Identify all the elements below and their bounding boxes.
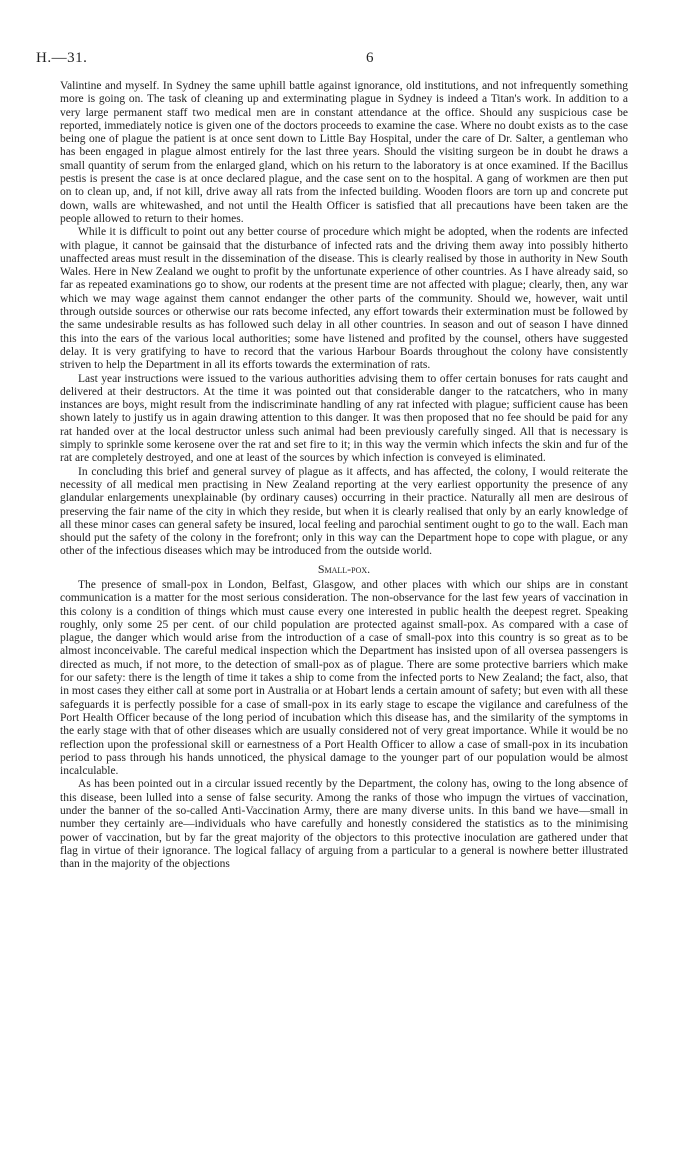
paragraph-anti-vaccination: As has been pointed out in a circular issued recently by the Department, the colony has, owing to the long absence of this disease, been lulled into a sense of false security. Among the ranks of those who impugn the virtues of vaccination, under the banner of the so-called Anti-Vaccination Army, there are many diverse units. In this band we have—small in number they certainly are—individuals who have carefully and honestly considered the statistics as to the minimising power of vaccination, but by far the great majority of the objectors to this protective inoculation are gathered under that flag in virtue of their ignorance. The logical fallacy of arguing from a particular to a general is nowhere better illustrated than in the majority of the objections bbox=[60, 778, 628, 871]
page-header bbox=[36, 50, 666, 70]
paragraph-rat-bonuses: Last year instructions were issued to the various authorities advising them to offer certain bonuses for rats caught and delivered at their destructors. At the time it was pointed out that considerable danger to the ratcatchers, who in many instances are boys, might result from the indiscriminate handling of any rat infected with plague; sufficient cause has been shown lately to justify us in again drawing attention to this danger. It was then proposed that no fee should be paid for any rat handed over at the local destructor unless such animal had been previously carefully singed. All that is necessary is simply to sprinkle some kerosene over the rat and set fire to it; in this way the vermin which infects the skin and fur of the rat are completely destroyed, and one at least of the sources by which infection is conveyed is eliminated. bbox=[60, 372, 628, 465]
paragraph-plague-conclusion: In concluding this brief and general survey of plague as it affects, and has affected, the colony, I would reiterate the necessity of all medical men practising in New Zealand reporting at the very earliest opportunity the presence of any glandular enlargements unexplainable (by ordinary causes) occurring in their practice. Naturally all men are desirous of preserving the fair name of the city in which they reside, but when it is clearly realised that only by an early knowledge of all these minor cases can general safety be insured, local feeling and parochial sentiment ought to go to the wall. Each man should put the safety of the colony in the forefront; only in this way can the Department hope to cope with plague, or any other of the infectious diseases which may be introduced from the outside world. bbox=[60, 465, 628, 558]
paragraph-plague-sydney: Valintine and myself. In Sydney the same uphill battle against ignorance, old institutions, and not infrequently something more is going on. The task of cleaning up and exterminating plague in Sydney is indeed a Titan's work. In addition to a very large permanent staff two medical men are in constant attendance at the office. Should any suspicious case be reported, immediately notice is given one of the doctors proceeds to examine the case. Where no doubt exists as to the case being one of plague the patient is at once sent down to Little Bay Hospital, under the care of Dr. Salter, a gentleman who has been engaged in plague almost entirely for the last three years. Should the visiting surgeon be in doubt he draws a small quantity of serum from the enlarged gland, which on his return to the laboratory is at once examined. If the Bacillus pestis is present the case is at once declared plague, and the case sent on to the hospital. A gang of workmen are then put on to clean up, and, if not kill, drive away all rats from the infected building. Wooden floors are torn up and concrete put down, walls are whitewashed, and not until the Health Officer is satisfied that all precautions have been taken are the people allowed to return to their homes. bbox=[60, 80, 628, 225]
page-number: 6 bbox=[366, 50, 374, 66]
document-reference: H.—31. bbox=[36, 50, 88, 66]
paragraph-small-pox-presence: The presence of small-pox in London, Belfast, Glasgow, and other places with which our ships are in constant communication is a matter for the most serious consideration. The non-observance for the last few years of vaccination in this colony is a condition of things which must cause every one interested in public health the deepest regret. Speaking roughly, only some 25 per cent. of our child population are protected against small-pox. As compared with a case of plague, the danger which would arise from the introduction of a case of small-pox into this country is so great as to be almost inconceivable. The careful medical inspection which the Department has insisted upon of all oversea passengers is directed as much, if not more, to the detection of small-pox as of plague. There are some protective barriers which make for our safety: there is the length of time it takes a ship to come from the infected ports to New Zealand; the fact, also, that in most cases they either call at some port in Australia or at Hobart lends a certain amount of safety; but even with all these safeguards it is perfectly possible for a case of small-pox in its early stage to escape the vigilance and carefulness of the Port Health Officer because of the long period of incubation which this disease has, and the similarity of the symptoms in the early stage with that of other diseases which are usually considered not of very great importance. While it would be no reflection upon the professional skill or earnestness of a Port Health Officer to allow a case of small-pox in its incubation period to pass through his hands unnoticed, the physical damage to the younger part of our population would be almost incalculable. bbox=[60, 578, 628, 778]
paragraph-rodent-dissemination: While it is difficult to point out any better course of procedure which might be adopted, when the rodents are infected with plague, it cannot be gainsaid that the disturbance of infected rats and the driving them away into possibly hitherto unaffected areas must result in the dissemination of the disease. This is clearly realised by those in authority in New South Wales. Here in New Zealand we ought to profit by the unfortunate experience of other countries. As I have already said, so far as repeated examinations go to show, our rodents at the present time are not affected with plague; clearly, then, any war which we may wage against them cannot endanger the other parts of the community. Should we, however, wait until through outside sources or otherwise our rats become infected, any effort towards their extermination must be followed by the same undesirable results as has followed such delay in all other countries. In season and out of season I have dinned this into the ears of the various local authorities; some have listened and profited by the counsel, others have suggested delay. It is very gratifying to have to record that the various Harbour Boards throughout the colony have consistently striven to help the Department in all its efforts towards the extermination of rats. bbox=[60, 226, 628, 372]
document-body bbox=[60, 80, 628, 872]
section-heading-small-pox: Small-pox. bbox=[317, 561, 371, 576]
